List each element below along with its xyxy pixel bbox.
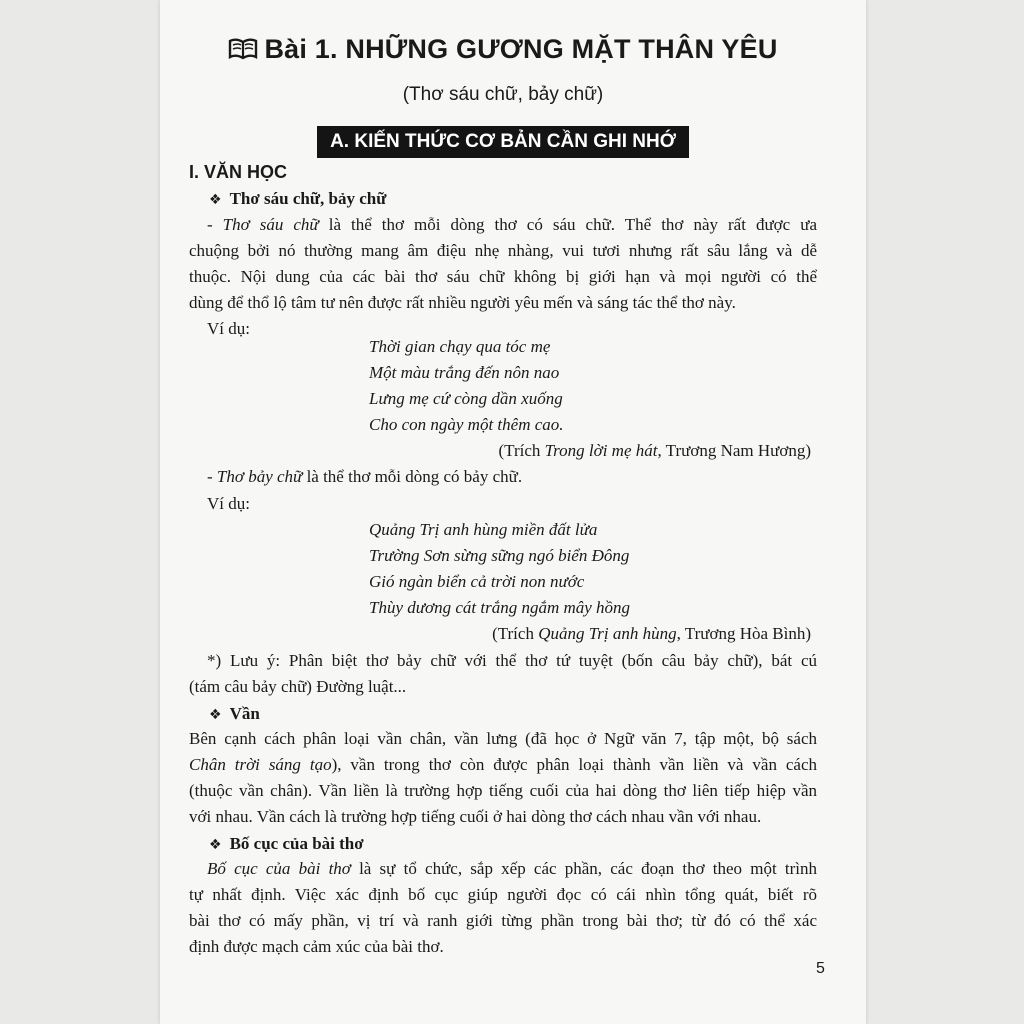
paragraph-line: (thuộc vần chân). Vần liền là trường hợp tiếng cuối của hai dòng thơ liên tiếp hiệp vần <box>189 781 817 800</box>
poem-line: Quảng Trị anh hùng miền đất lửa <box>369 520 598 539</box>
paragraph-line: - Thơ sáu chữ là thể thơ mỗi dòng thơ có sáu chữ. Thể thơ này rất được ưa <box>207 215 817 234</box>
diamond-bullet-icon: ❖ <box>209 192 222 208</box>
paragraph-line: tự nhất định. Việc xác định bố cục giúp người đọc có cái nhìn tổng quát, biết rõ <box>189 885 817 904</box>
paragraph-line: - Thơ bảy chữ là thể thơ mỗi dòng có bảy chữ. <box>207 467 523 486</box>
paragraph-line: Bên cạnh cách phân loại vần chân, vần lưng (đã học ở Ngữ văn 7, tập một, bộ sách <box>189 729 817 748</box>
paragraph-line: Bố cục của bài thơ là sự tổ chức, sắp xếp các phần, các đoạn thơ theo một trình <box>207 859 817 878</box>
poem-line: Trường Sơn sừng sững ngó biển Đông <box>369 546 630 565</box>
paragraph-line: định được mạch cảm xúc của bài thơ. <box>189 937 444 956</box>
poem-line: Cho con ngày một thêm cao. <box>369 415 564 434</box>
subheading-bo-cuc: ❖ Bố cục của bài thơ <box>209 834 364 853</box>
poem-line: Gió ngàn biển cả trời non nước <box>369 572 585 591</box>
poem-line: Thời gian chạy qua tóc mẹ <box>369 337 551 356</box>
section-heading: I. VĂN HỌC <box>189 162 288 182</box>
poem-line: Lưng mẹ cứ còng dần xuống <box>369 389 563 408</box>
note-line: *) Lưu ý: Phân biệt thơ bảy chữ với thể thơ tứ tuyệt (bốn câu bảy chữ), bát cú <box>207 651 817 670</box>
diamond-bullet-icon: ❖ <box>209 837 222 853</box>
open-book-icon <box>228 37 258 68</box>
lesson-title: Bài 1. NHỮNG GƯƠNG MẶT THÂN YÊU <box>189 34 817 68</box>
page-number: 5 <box>816 960 825 977</box>
subheading-tho-sau-bay-chu: ❖ Thơ sáu chữ, bảy chữ <box>209 189 387 208</box>
poem-line: Một màu trắng đến nôn nao <box>369 363 560 382</box>
paragraph-line: bài thơ có mấy phần, vị trí và ranh giới từng phần trong bài thơ; từ đó có thể xác <box>189 911 817 930</box>
paragraph-line: chuộng bởi nó thường mang âm điệu nhẹ nhàng, vui tươi nhưng rất sâu lắng và dễ <box>189 241 817 260</box>
subheading-van: ❖ Vần <box>209 704 260 723</box>
poem-source: (Trích Quảng Trị anh hùng, Trương Hòa Bình) <box>492 624 811 643</box>
section-banner: A. KIẾN THỨC CƠ BẢN CẦN GHI NHỚ <box>317 126 689 158</box>
paragraph-line: với nhau. Vần cách là trường hợp tiếng cuối ở hai dòng thơ cách nhau vần với nhau. <box>189 807 762 826</box>
example-label: Ví dụ: <box>207 319 250 338</box>
paragraph-line: thuộc. Nội dung của các bài thơ sáu chữ không bị giới hạn và mọi người có thể <box>189 267 817 286</box>
paragraph-line: Chân trời sáng tạo), vần trong thơ còn được phân loại thành vần liền và vần cách <box>189 755 818 774</box>
paragraph-line: dùng để thổ lộ tâm tư nên được rất nhiều người yêu mến và sáng tác thể thơ này. <box>189 293 736 312</box>
note-line: (tám câu bảy chữ) Đường luật... <box>189 677 407 696</box>
diamond-bullet-icon: ❖ <box>209 707 222 723</box>
example-label: Ví dụ: <box>207 494 250 513</box>
poem-source: (Trích Trong lời mẹ hát, Trương Nam Hương) <box>498 441 811 460</box>
poem-line: Thùy dương cát trắng ngắm mây hồng <box>369 598 631 617</box>
lesson-subtitle: (Thơ sáu chữ, bảy chữ) <box>402 84 604 105</box>
